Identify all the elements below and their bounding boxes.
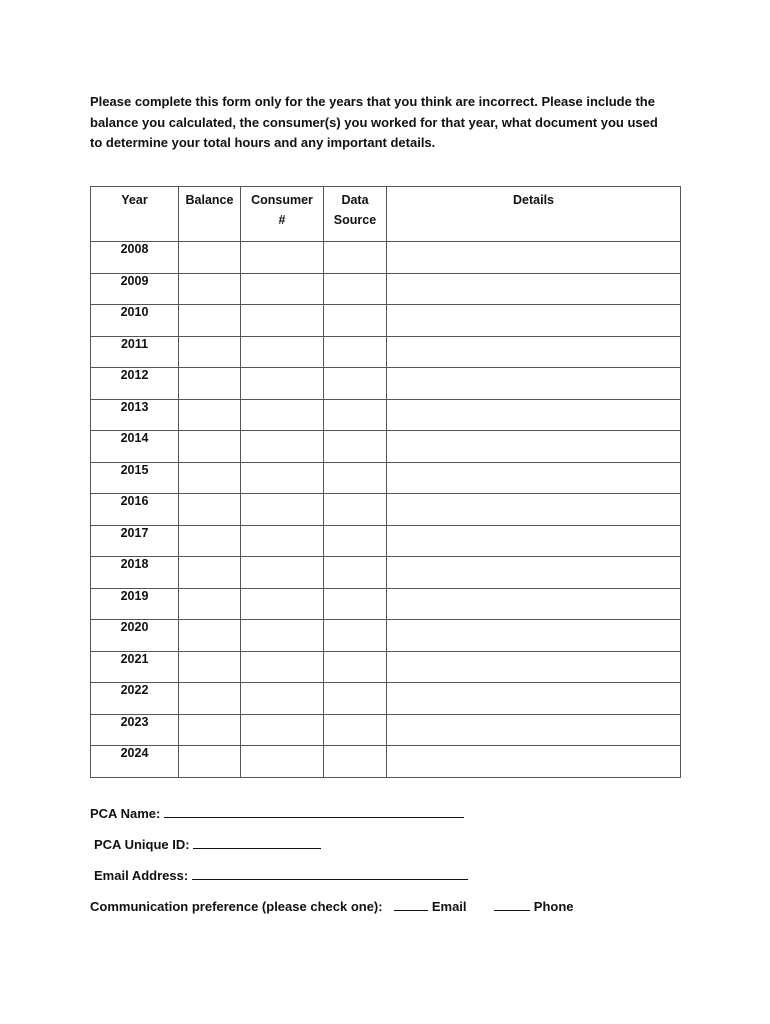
email-address-field[interactable] — [94, 866, 468, 883]
consumer-cell[interactable] — [241, 368, 324, 400]
table-row — [91, 714, 681, 746]
year-cell: 2018 — [91, 557, 179, 589]
consumer-cell[interactable] — [241, 651, 324, 683]
details-cell[interactable] — [387, 494, 681, 526]
details-cell[interactable] — [387, 557, 681, 589]
details-cell[interactable] — [387, 714, 681, 746]
consumer-cell[interactable] — [241, 431, 324, 463]
details-cell[interactable] — [387, 683, 681, 715]
consumer-cell[interactable] — [241, 746, 324, 778]
data-source-cell[interactable] — [324, 746, 387, 778]
year-cell: 2017 — [91, 525, 179, 557]
table-row — [91, 273, 681, 305]
email-address-label: Email Address: — [94, 868, 189, 883]
data-source-cell[interactable] — [324, 714, 387, 746]
email-address-blank[interactable] — [192, 866, 468, 880]
table-row — [91, 242, 681, 274]
balance-cell[interactable] — [179, 557, 241, 589]
balance-cell[interactable] — [179, 525, 241, 557]
data-source-cell[interactable] — [324, 557, 387, 589]
table-row — [91, 651, 681, 683]
pca-name-field[interactable] — [90, 804, 464, 821]
consumer-cell[interactable] — [241, 494, 324, 526]
year-cell: 2024 — [91, 746, 179, 778]
data-source-cell[interactable] — [324, 525, 387, 557]
data-source-cell[interactable] — [324, 620, 387, 652]
email-checkbox-blank[interactable] — [394, 897, 428, 911]
data-source-cell[interactable] — [324, 399, 387, 431]
balance-cell[interactable] — [179, 746, 241, 778]
balance-cell[interactable] — [179, 714, 241, 746]
details-cell[interactable] — [387, 242, 681, 274]
table-row — [91, 399, 681, 431]
balance-cell[interactable] — [179, 494, 241, 526]
pca-unique-id-field[interactable] — [94, 835, 321, 852]
consumer-cell[interactable] — [241, 273, 324, 305]
consumer-cell[interactable] — [241, 305, 324, 337]
consumer-cell[interactable] — [241, 399, 324, 431]
year-cell: 2013 — [91, 399, 179, 431]
pca-unique-id-blank[interactable] — [193, 835, 321, 849]
year-cell: 2020 — [91, 620, 179, 652]
table-row — [91, 525, 681, 557]
details-cell[interactable] — [387, 651, 681, 683]
details-cell[interactable] — [387, 746, 681, 778]
instructions-line-1: Please complete this form only for the years that you think are incorrect. Please include the — [90, 94, 655, 109]
balance-cell[interactable] — [179, 305, 241, 337]
year-cell: 2010 — [91, 305, 179, 337]
consumer-cell[interactable] — [241, 336, 324, 368]
data-source-cell[interactable] — [324, 242, 387, 274]
details-cell[interactable] — [387, 399, 681, 431]
data-source-cell[interactable] — [324, 462, 387, 494]
consumer-cell[interactable] — [241, 683, 324, 715]
consumer-cell[interactable] — [241, 242, 324, 274]
year-cell: 2022 — [91, 683, 179, 715]
year-correction-table — [90, 186, 681, 778]
year-cell: 2008 — [91, 242, 179, 274]
balance-cell[interactable] — [179, 651, 241, 683]
table-row — [91, 620, 681, 652]
email-option-label: Email — [431, 899, 467, 914]
year-cell: 2009 — [91, 273, 179, 305]
table-row — [91, 336, 681, 368]
header-year: Year — [91, 187, 179, 242]
balance-cell[interactable] — [179, 273, 241, 305]
table-row — [91, 462, 681, 494]
details-cell[interactable] — [387, 431, 681, 463]
pca-name-blank[interactable] — [164, 804, 464, 818]
header-details: Details — [387, 187, 681, 242]
phone-option-label: Phone — [533, 899, 574, 914]
year-cell: 2019 — [91, 588, 179, 620]
header-balance: Balance — [179, 187, 241, 242]
balance-cell[interactable] — [179, 242, 241, 274]
consumer-cell[interactable] — [241, 620, 324, 652]
balance-cell[interactable] — [179, 620, 241, 652]
phone-checkbox-blank[interactable] — [494, 897, 530, 911]
balance-cell[interactable] — [179, 336, 241, 368]
balance-cell[interactable] — [179, 368, 241, 400]
details-cell[interactable] — [387, 305, 681, 337]
instructions-line-3: to determine your total hours and any important details. — [90, 135, 436, 150]
year-cell: 2014 — [91, 431, 179, 463]
consumer-cell[interactable] — [241, 714, 324, 746]
instructions-paragraph — [90, 92, 685, 154]
details-cell[interactable] — [387, 336, 681, 368]
data-source-cell[interactable] — [324, 305, 387, 337]
table-row — [91, 683, 681, 715]
pca-name-label: PCA Name: — [90, 806, 161, 821]
data-source-cell[interactable] — [324, 494, 387, 526]
data-source-cell[interactable] — [324, 368, 387, 400]
balance-cell[interactable] — [179, 399, 241, 431]
details-cell[interactable] — [387, 525, 681, 557]
consumer-cell[interactable] — [241, 525, 324, 557]
table-row — [91, 431, 681, 463]
details-cell[interactable] — [387, 273, 681, 305]
details-cell[interactable] — [387, 588, 681, 620]
header-data-source: Data Source — [324, 187, 387, 242]
consumer-cell[interactable] — [241, 462, 324, 494]
table-row — [91, 368, 681, 400]
year-cell: 2016 — [91, 494, 179, 526]
year-cell: 2015 — [91, 462, 179, 494]
pca-unique-id-label: PCA Unique ID: — [94, 837, 190, 852]
year-cell: 2021 — [91, 651, 179, 683]
data-source-cell[interactable] — [324, 683, 387, 715]
data-source-cell[interactable] — [324, 431, 387, 463]
year-cell: 2012 — [91, 368, 179, 400]
table-row — [91, 588, 681, 620]
details-cell[interactable] — [387, 462, 681, 494]
communication-preference — [90, 897, 574, 914]
table-row — [91, 494, 681, 526]
balance-cell[interactable] — [179, 683, 241, 715]
header-consumer: Consumer # — [241, 187, 324, 242]
instructions-line-2: balance you calculated, the consumer(s) you worked for that year, what document you used — [90, 114, 658, 130]
year-cell: 2011 — [91, 336, 179, 368]
data-source-cell[interactable] — [324, 336, 387, 368]
consumer-cell[interactable] — [241, 557, 324, 589]
year-cell: 2023 — [91, 714, 179, 746]
table-header-row — [91, 187, 681, 242]
details-cell[interactable] — [387, 368, 681, 400]
consumer-cell[interactable] — [241, 588, 324, 620]
balance-cell[interactable] — [179, 588, 241, 620]
data-source-cell[interactable] — [324, 273, 387, 305]
balance-cell[interactable] — [179, 462, 241, 494]
table-row — [91, 557, 681, 589]
data-source-cell[interactable] — [324, 588, 387, 620]
data-source-cell[interactable] — [324, 651, 387, 683]
table-row — [91, 305, 681, 337]
table-row — [91, 746, 681, 778]
communication-label: Communication preference (please check one): — [90, 899, 383, 914]
balance-cell[interactable] — [179, 431, 241, 463]
details-cell[interactable] — [387, 620, 681, 652]
